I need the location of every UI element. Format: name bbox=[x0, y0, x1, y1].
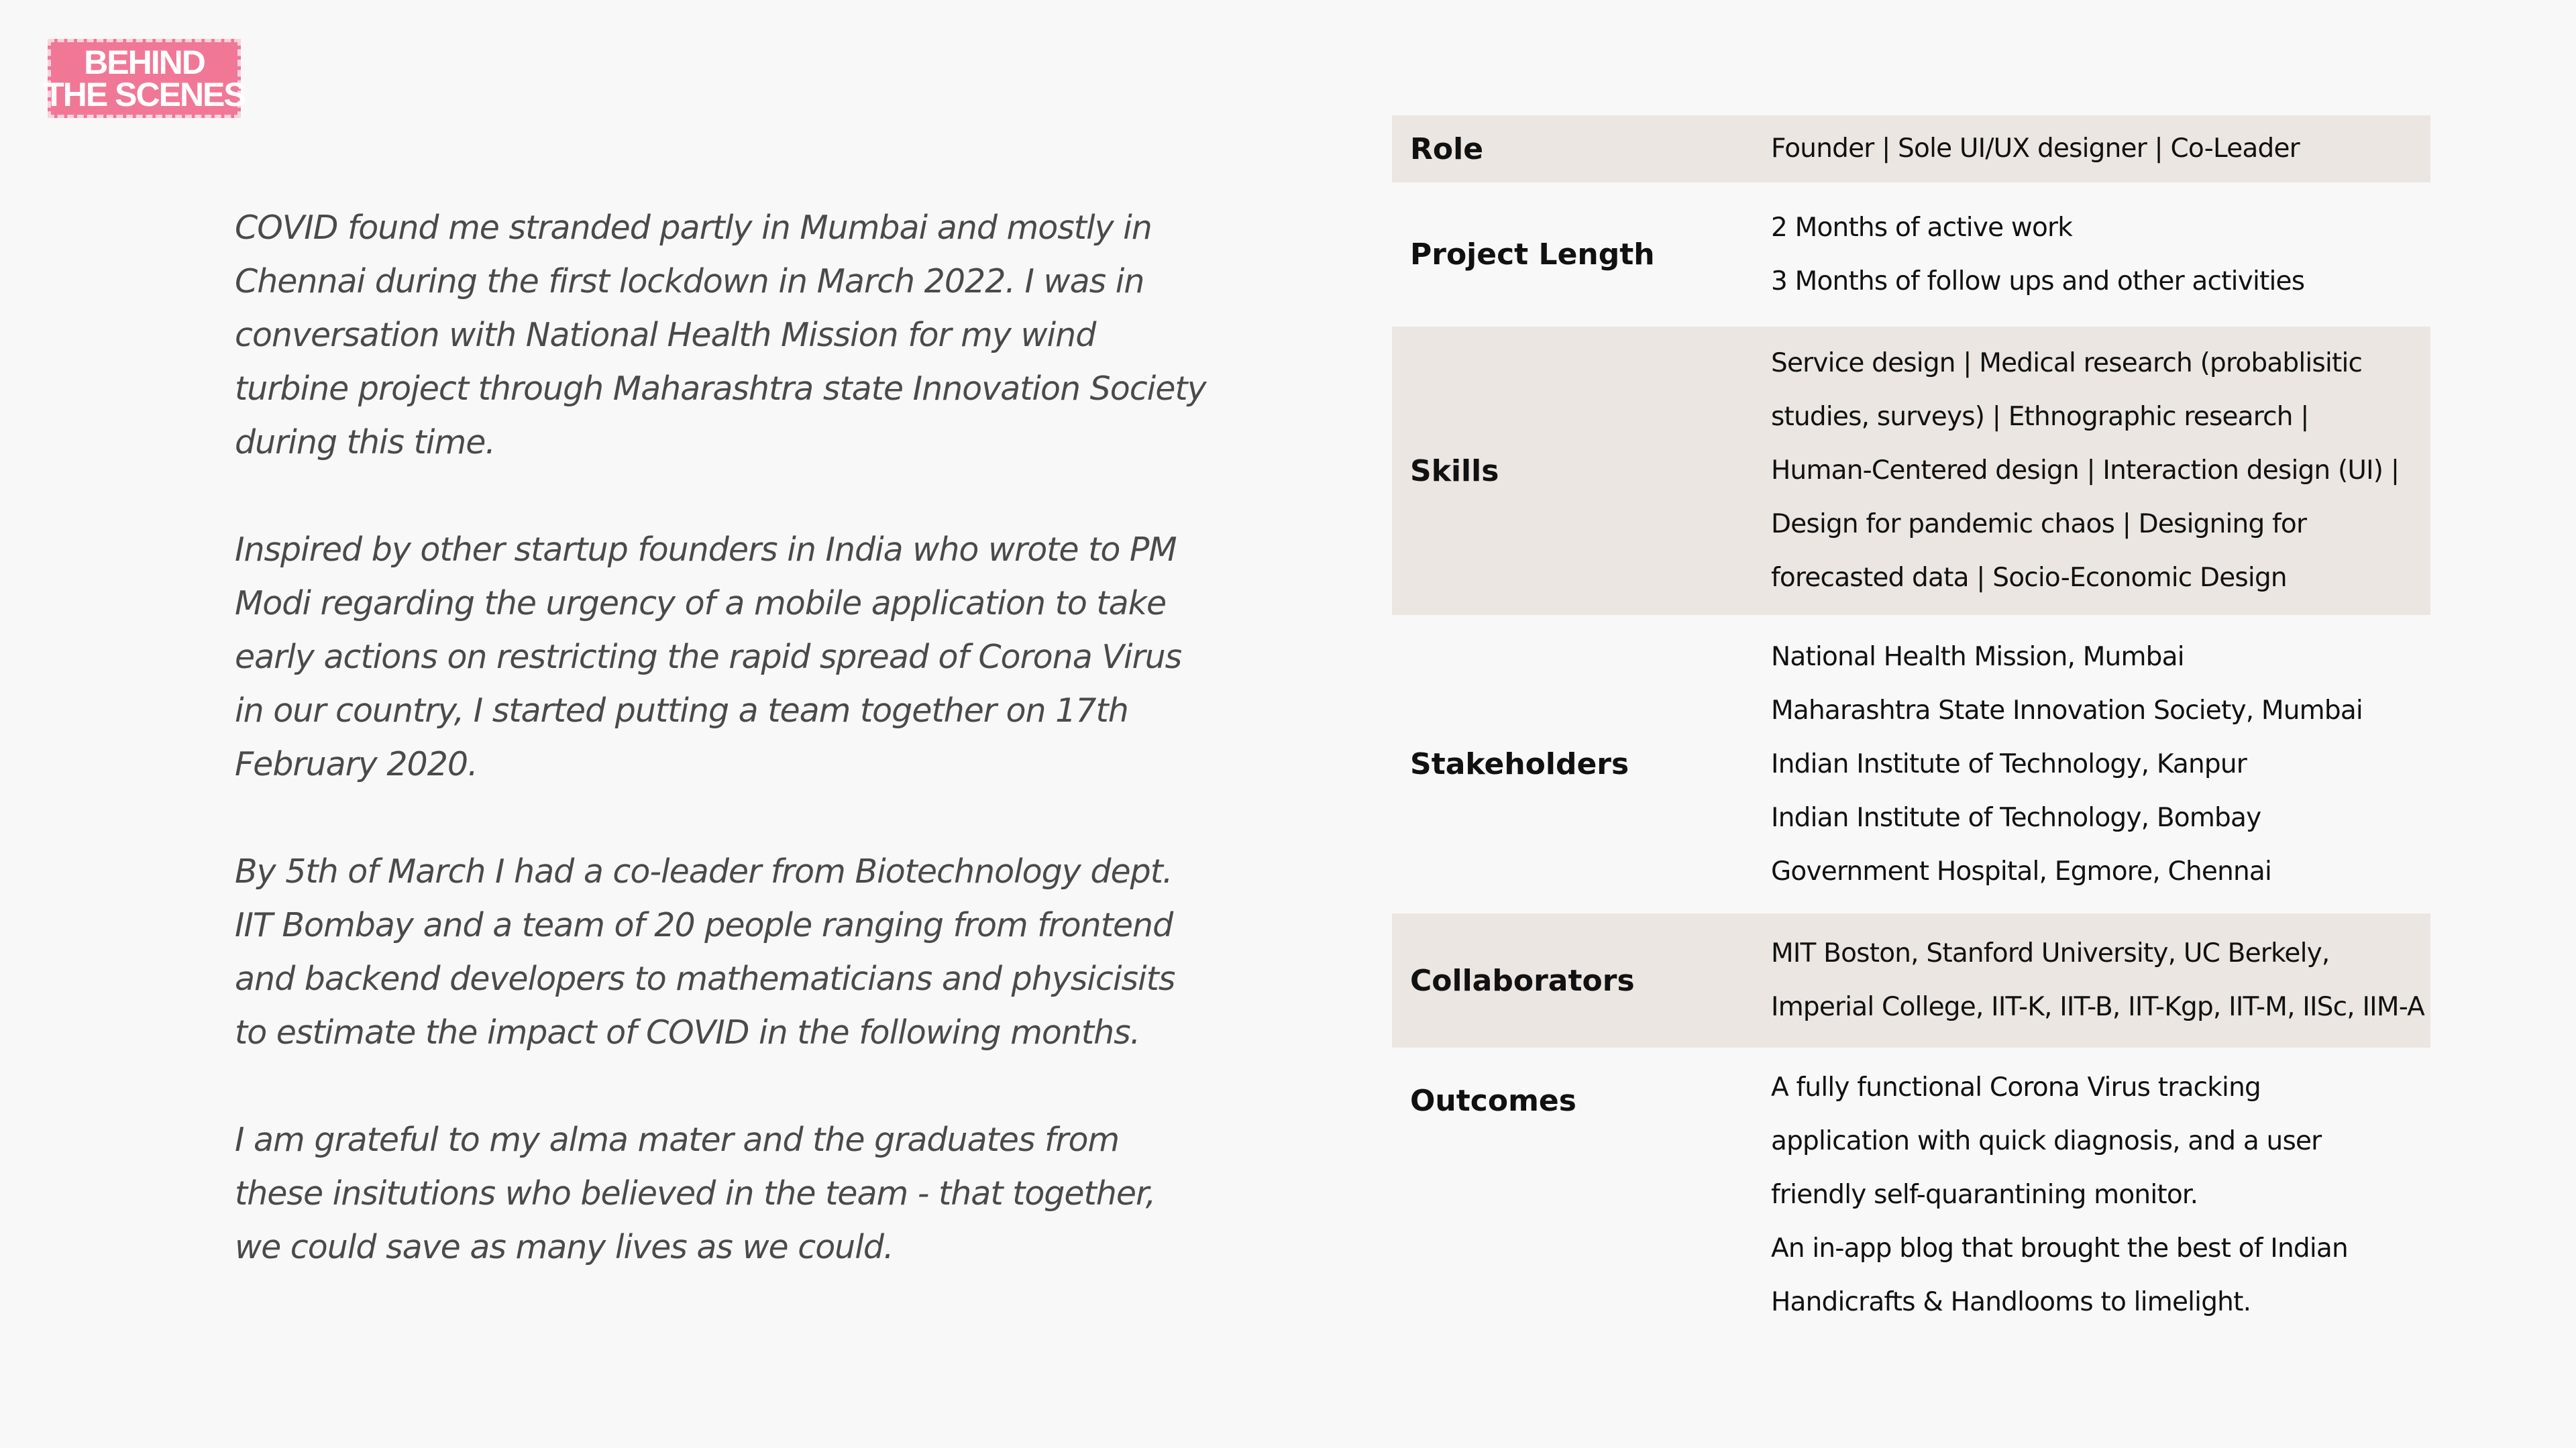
info-value bbox=[1771, 927, 2430, 1034]
narrative-text bbox=[235, 201, 1208, 1274]
info-value bbox=[1771, 201, 2430, 309]
project-info-table bbox=[1392, 115, 2430, 1349]
narrative-paragraph: I am grateful to my alma mater and the graduates from these insitutions who believed in the team - that together, we could save as many lives as we could. bbox=[235, 1121, 1156, 1266]
info-value-line: application with quick diagnosis, and a user bbox=[1771, 1126, 2322, 1156]
info-label: Role bbox=[1410, 131, 1484, 166]
info-row-project-length bbox=[1392, 182, 2430, 327]
info-value-line: Indian Institute of Technology, Kanpur bbox=[1771, 748, 2247, 779]
info-value-line: friendly self-quarantining monitor. bbox=[1771, 1180, 2198, 1210]
narrative-paragraph: COVID found me stranded partly in Mumbai and mostly in Chennai during the first lockdown in March 2022. I was in conversation with National Health Mission for my wind turbine project through Maharashtra state Innovation Society during this time. bbox=[235, 209, 1206, 461]
info-value-line: National Health Mission, Mumbai bbox=[1771, 641, 2184, 672]
info-value-line: Service design | Medical research (probablisitic bbox=[1771, 348, 2363, 378]
info-value-line: forecasted data | Socio-Economic Design bbox=[1771, 563, 2287, 593]
logo-line-1: BEHIND bbox=[84, 44, 205, 81]
info-value bbox=[1771, 337, 2430, 605]
info-value bbox=[1771, 1061, 2430, 1329]
info-row-collaborators bbox=[1392, 913, 2430, 1048]
info-row-stakeholders bbox=[1392, 615, 2430, 913]
info-value-line: Design for pandemic chaos | Designing for bbox=[1771, 509, 2307, 539]
info-value-line: MIT Boston, Stanford University, UC Berkely, bbox=[1771, 938, 2330, 968]
info-value-line: 3 Months of follow ups and other activities bbox=[1771, 266, 2305, 296]
info-value-line: Imperial College, IIT-K, IIT-B, IIT-Kgp, IIT-M, IISc, IIM-A bbox=[1771, 992, 2425, 1022]
info-value bbox=[1771, 122, 2430, 176]
info-row-skills bbox=[1392, 327, 2430, 615]
info-row-outcomes bbox=[1392, 1048, 2430, 1349]
info-label: Stakeholders bbox=[1410, 747, 1629, 781]
narrative-paragraph: By 5th of March I had a co-leader from Biotechnology dept. IIT Bombay and a team of 20 people ranging from frontend and backend developers to mathematicians and physicisits to estimate the impact of COVID in the following months. bbox=[235, 852, 1175, 1052]
info-label: Outcomes bbox=[1410, 1084, 1576, 1118]
info-label: Project Length bbox=[1410, 237, 1655, 272]
info-value-line: Founder | Sole UI/UX designer | Co-Leader bbox=[1771, 133, 2300, 164]
info-label: Collaborators bbox=[1410, 963, 1635, 998]
info-value-line: A fully functional Corona Virus tracking bbox=[1771, 1072, 2261, 1103]
info-row-role bbox=[1392, 115, 2430, 182]
info-value-line: Government Hospital, Egmore, Chennai bbox=[1771, 856, 2272, 887]
behind-the-scenes-logo bbox=[44, 39, 245, 118]
info-value bbox=[1771, 630, 2430, 899]
info-value-line: An in-app blog that brought the best of Indian bbox=[1771, 1233, 2348, 1264]
info-label: Skills bbox=[1410, 453, 1499, 488]
info-value-line: Handicrafts & Handlooms to limelight. bbox=[1771, 1287, 2251, 1317]
info-value-line: 2 Months of active work bbox=[1771, 212, 2073, 243]
logo-line-2: THE SCENES bbox=[44, 76, 245, 113]
info-value-line: Human-Centered design | Interaction design (UI) | bbox=[1771, 455, 2400, 486]
info-value-line: studies, surveys) | Ethnographic research | bbox=[1771, 402, 2309, 432]
info-value-line: Maharashtra State Innovation Society, Mumbai bbox=[1771, 695, 2363, 726]
narrative-paragraph: Inspired by other startup founders in India who wrote to PM Modi regarding the urgency of a mobile application to take early actions on restricting the rapid spread of Corona Virus in our country, I started putting a team together on 17th February 2020. bbox=[235, 531, 1182, 783]
info-value-line: Indian Institute of Technology, Bombay bbox=[1771, 802, 2261, 833]
